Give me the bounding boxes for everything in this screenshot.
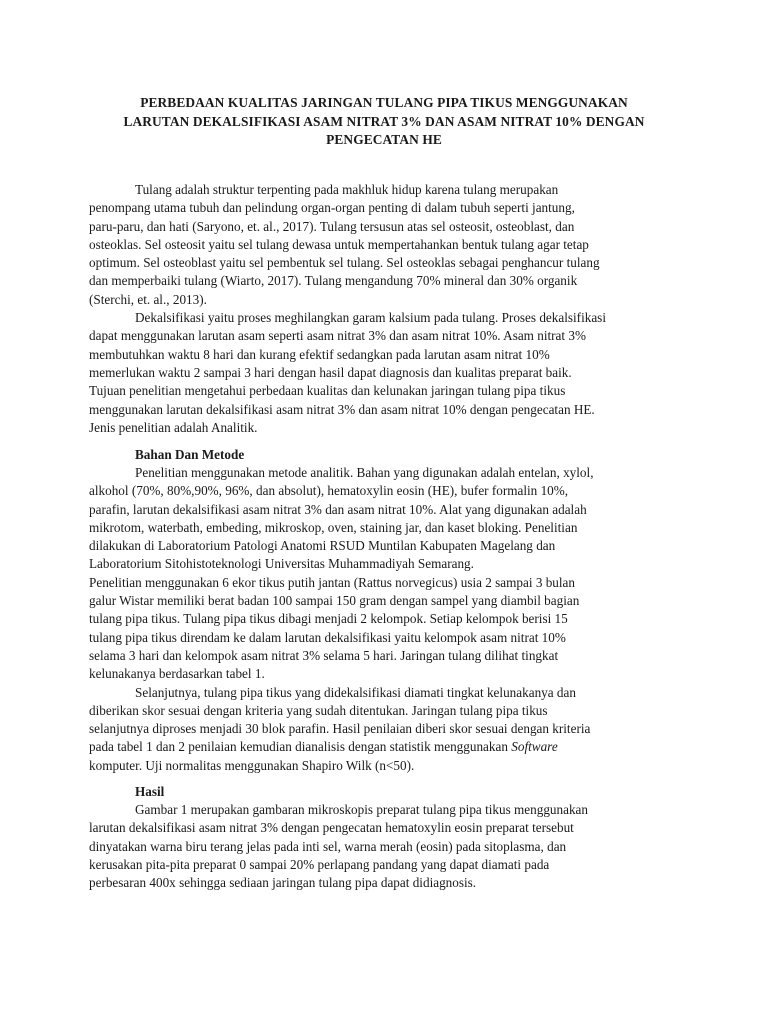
methods-section [89, 464, 689, 775]
title-line: LARUTAN DEKALSIFIKASI ASAM NITRAT 3% DAN ASAM NITRAT 10% DENGAN [123, 113, 645, 129]
text-line: selama 3 hari dan kelompok asam nitrat 3% selama 5 hari. Jaringan tulang dilihat tingkat [89, 647, 559, 663]
text-line: Dekalsifikasi yaitu proses meghilangkan garam kalsium pada tulang. Proses dekalsifikasi [135, 310, 606, 326]
heading-methods: Bahan Dan Metode [135, 447, 245, 462]
text-line: dinyatakan warna biru terang jelas pada inti sel, warna merah (eosin) pada sitoplasma, dan [89, 838, 567, 854]
text-line: osteoklas. Sel osteosit yaitu sel tulang dewasa untuk mempertahankan bentuk tulang agar tetap [89, 236, 589, 252]
text-line: penompang utama tubuh dan pelindung organ-organ penting di dalam tubuh seperti jantung, [89, 200, 575, 216]
text-line: Penelitian menggunakan metode analitik. Bahan yang digunakan adalah entelan, xylol, [135, 465, 594, 480]
results-section [89, 801, 689, 892]
text-line: mikrotom, waterbath, embeding, mikroskop, oven, staining jar, dan kaset bloking. Penelitian [89, 519, 578, 535]
document-title [80, 94, 688, 150]
text-line: selanjutnya diproses menjadi 30 blok parafin. Hasil penilaian diberi skor sesuai dengan kriteria [89, 721, 591, 737]
text-line: Selanjutnya, tulang pipa tikus yang didekalsifikasi diamati tingkat kelunakanya dan [135, 684, 576, 700]
title-line: PERBEDAAN KUALITAS JARINGAN TULANG PIPA TIKUS MENGGUNAKAN [140, 95, 628, 110]
text-line: paru-paru, dan hati (Saryono, et. al., 2017). Tulang tersusun atas sel osteosit, osteoblast, dan [89, 218, 575, 234]
text-line: perbesaran 400x sehingga sediaan jaringan tulang pipa dapat didiagnosis. [89, 875, 477, 891]
title-line: PENGECATAN HE [326, 132, 442, 147]
text-line: dan memperbaiki tulang (Wiarto, 2017). Tulang mengandung 70% mineral dan 30% organik [89, 273, 578, 289]
text-line: optimum. Sel osteoblast yaitu sel pembentuk sel tulang. Sel osteoklas sebagai penghancur tulang [89, 255, 600, 271]
text-line: memerlukan waktu 2 sampai 3 hari dengan hasil dapat diagnosis dan kualitas preparat baik. [89, 364, 572, 380]
intro-section [89, 181, 689, 437]
text-line: (Sterchi, et. al., 2013). [89, 291, 207, 307]
text-line: galur Wistar memiliki berat badan 100 sampai 150 gram dengan sampel yang diambil bagian [89, 593, 580, 609]
text-line: alkohol (70%, 80%,90%, 96%, dan absolut), hematoxylin eosin (HE), bufer formalin 10%, [89, 483, 569, 499]
text-line: parafin, larutan dekalsifikasi asam nitrat 3% dan asam nitrat 10%. Alat yang digunakan adalah [89, 501, 587, 517]
text-line: Laboratorium Sitohistoteknologi Universitas Muhammadiyah Semarang. [89, 556, 474, 572]
text-line: komputer. Uji normalitas menggunakan Shapiro Wilk (n<50). [89, 757, 415, 773]
heading-results: Hasil [135, 784, 165, 799]
italic-term-software: Software [511, 739, 558, 755]
text-line: membutuhkan waktu 8 hari dan kurang efektif sedangkan pada larutan asam nitrat 10% [89, 346, 550, 362]
text-line [89, 738, 689, 756]
text-line: Tujuan penelitian mengetahui perbedaan kualitas dan kelunakan jaringan tulang pipa tikus [89, 383, 566, 399]
text-line: diberikan skor sesuai dengan kriteria yang sudah ditentukan. Jaringan tulang pipa tikus [89, 702, 548, 718]
text-line: Jenis penelitian adalah Analitik. [89, 419, 258, 435]
text-line: Tulang adalah struktur terpenting pada makhluk hidup karena tulang merupakan [135, 182, 559, 197]
text-line: larutan dekalsifikasi asam nitrat 3% dengan pengecatan hematoxylin eosin preparat tersebut [89, 820, 574, 836]
text-line: tulang pipa tikus. Tulang pipa tikus dibagi menjadi 2 kelompok. Setiap kelompok berisi 15 [89, 611, 568, 627]
text-line: kerusakan pita-pita preparat 0 sampai 20% perlapang pandang yang dapat diamati pada [89, 856, 550, 872]
text-segment: pada tabel 1 dan 2 penilaian kemudian dianalisis dengan statistik menggunakan [89, 739, 512, 755]
text-line: Gambar 1 merupakan gambaran mikroskopis preparat tulang pipa tikus menggunakan [135, 802, 589, 817]
text-line: dilakukan di Laboratorium Patologi Anatomi RSUD Muntilan Kabupaten Magelang dan [89, 538, 556, 554]
text-line: kelunakanya berdasarkan tabel 1. [89, 666, 265, 682]
text-line: Penelitian menggunakan 6 ekor tikus putih jantan (Rattus norvegicus) usia 2 sampai 3 bulan [89, 574, 576, 590]
text-line: menggunakan larutan dekalsifikasi asam nitrat 3% dan asam nitrat 10% dengan pengecatan HE. [89, 401, 595, 417]
text-line: tulang pipa tikus direndam ke dalam larutan dekalsifikasi yaitu kelompok asam nitrat 10% [89, 629, 566, 645]
text-line: dapat menggunakan larutan asam seperti asam nitrat 3% dan asam nitrat 10%. Asam nitrat 3% [89, 328, 586, 344]
